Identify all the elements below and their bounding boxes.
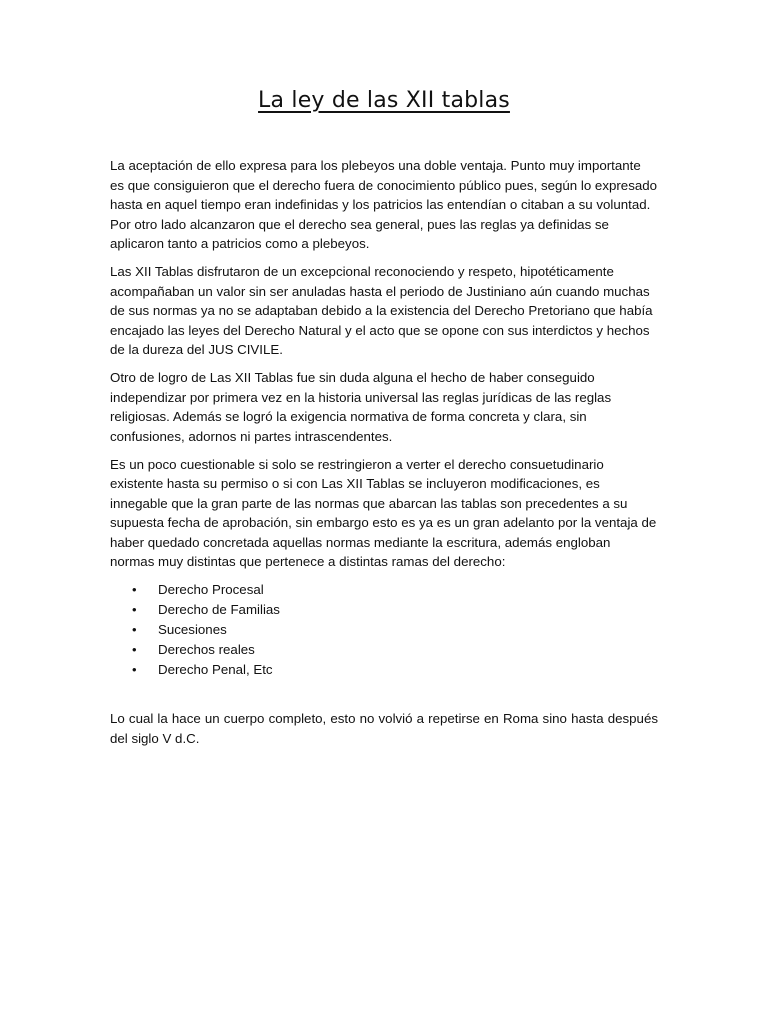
list-item-label: Sucesiones [158,622,227,637]
list-item [110,660,658,680]
bullet-icon: • [132,622,137,637]
list-item [110,620,658,640]
law-branches-list [110,580,658,680]
list-item [110,640,658,660]
paragraph-4: Es un poco cuestionable si solo se restringieron a verter el derecho consuetudinario existente hasta su permiso o si con Las XII Tablas se incluyeron modificaciones, es innegable que la gran parte de las normas que abarcan las tablas son precedentes a su supuesta fecha de aprobación, sin embargo esto es ya es un gran adelanto por la ventaja de haber quedado concretada aquellas normas mediante la escritura, además engloban normas muy distintas que pertenece a distintas ramas del derecho: [110,456,657,569]
paragraph-2: Las XII Tablas disfrutaron de un excepcional reconociendo y respeto, hipotéticamente acompañaban un valor sin ser anuladas hasta el periodo de Justiniano aún cuando muchas de sus normas ya no se adaptaban debido a la existencia del Derecho Pretoriano que había encajado las leyes del Derecho Natural y el acto que se opone con sus interdictos y hechos de la dureza del JUS CIVILE. [110,264,653,357]
list-item [110,580,658,600]
list-item-label: Derecho Procesal [158,582,264,597]
page-title: La ley de las XII tablas [258,88,510,113]
bullet-icon: • [132,582,137,597]
list-item-label: Derechos reales [158,642,255,657]
list-item-label: Derecho de Familias [158,602,280,617]
closing-paragraph: Lo cual la hace un cuerpo completo, esto no volvió a repetirse en Roma sino hasta después del siglo V d.C. [110,711,658,746]
bullet-icon: • [132,602,137,617]
list-item-label: Derecho Penal, Etc [158,662,273,677]
document-body [110,156,658,757]
bullet-icon: • [132,642,137,657]
paragraph-1: La aceptación de ello expresa para los plebeyos una doble ventaja. Punto muy importante es que consiguieron que el derecho fuera de conocimiento público pues, según lo expresado hasta en aquel tiempo eran indefinidas y los patricios las entendían o citaban a su voluntad. Por otro lado alcanzaron que el derecho sea general, pues las reglas ya definidas se aplicaron tanto a patricios como a plebeyos. [110,158,658,251]
paragraph-3: Otro de logro de Las XII Tablas fue sin duda alguna el hecho de haber conseguido independizar por primera vez en la historia universal las reglas jurídicas de las reglas religiosas. Además se logró la exigencia normativa de forma concreta y clara, sin confusiones, adornos ni partes intrascendentes. [110,370,612,444]
bullet-icon: • [132,662,137,677]
list-item [110,600,658,620]
